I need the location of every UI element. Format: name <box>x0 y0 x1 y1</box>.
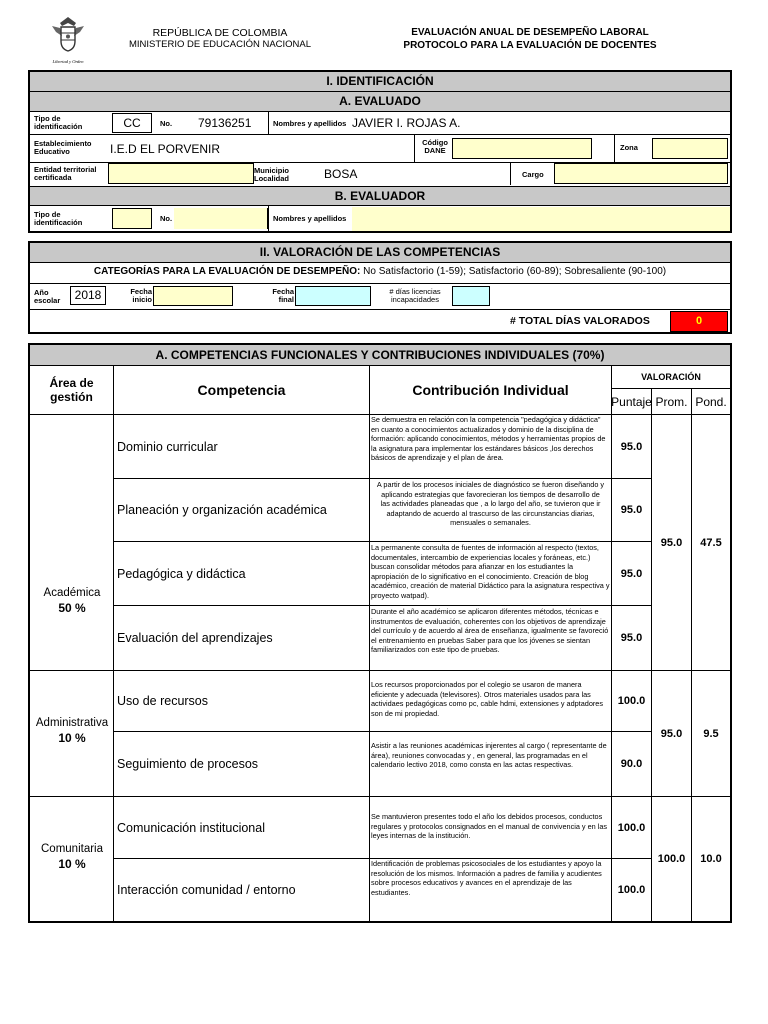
puntaje-cell: 95.0 <box>612 542 652 606</box>
evaluador-title: B. EVALUADOR <box>30 186 730 206</box>
total-dias-label: # TOTAL DÍAS VALORADOS <box>510 315 650 327</box>
codigo-dane-field[interactable] <box>452 138 592 159</box>
ponderado-cell: 9.5 <box>692 671 730 797</box>
puntaje-cell: 100.0 <box>612 671 652 732</box>
area-percent: 50 % <box>58 601 86 615</box>
col-valoracion-header: VALORACIÓN <box>612 366 730 389</box>
entidad-label: Entidad territorial certificada <box>34 165 97 182</box>
contribucion-cell[interactable]: La permanente consulta de fuentes de información al respecto (textos, documentales, intercambio de experiencias locales y foráneas, etc.) buscan consolidar métodos para afianzar en los estudiantes la apropiación de lo significativo en el conocimiento. Creación de blog académico, creación de material Didáctico para la asignatura respectiva y proyecto watpad). <box>370 542 612 606</box>
categorias-line <box>30 266 730 277</box>
competencia-cell: Evaluación del aprendizajes <box>114 606 370 671</box>
fecha-final-label: Fecha final <box>272 287 294 304</box>
coat-of-arms-icon <box>46 14 90 54</box>
establecimiento-field[interactable]: I.E.D EL PORVENIR <box>110 142 221 156</box>
puntaje-cell: 95.0 <box>612 415 652 479</box>
col-competencia-header: Competencia <box>114 366 370 415</box>
identification-section <box>28 70 732 233</box>
puntaje-cell: 100.0 <box>612 859 652 921</box>
competencia-cell: Interacción comunidad / entorno <box>114 859 370 921</box>
contribucion-cell[interactable]: Identificación de problemas psicosociales de los estudiantes y apoyo la resolución de los mismos. Información a padres de familia y acudientes sobre procesos educativos y avances en el aprendizaje de las estudiantes. <box>370 859 612 921</box>
puntaje-cell: 95.0 <box>612 606 652 671</box>
evaluado-title: A. EVALUADO <box>30 92 730 112</box>
contribucion-cell[interactable]: A partir de los procesos iniciales de diagnóstico se fueron diseñando y aplicando estrategias que favorecieran los tiempos de desarrollo de las actividades planeadas que , a lo largo del año, se tuvieron que ir adaptando de acuerdo al trascurso de las circunstancias diarias, mensuales o semanales. <box>370 479 612 542</box>
col-puntaje-header: Puntaje <box>612 389 652 415</box>
colombia-coat-of-arms-logo <box>46 14 90 64</box>
municipio-label: Municipio Localidad <box>254 166 290 183</box>
section-valoracion-title: II. VALORACIÓN DE LAS COMPETENCIAS <box>30 243 730 263</box>
area-percent: 10 % <box>58 857 86 871</box>
promedio-cell: 95.0 <box>652 415 692 671</box>
org-ministry: MINISTERIO DE EDUCACIÓN NACIONAL <box>128 39 312 50</box>
evaluador-tipo-id-field[interactable] <box>112 208 152 229</box>
categorias-ranges: No Satisfactorio (1-59); Satisfactorio (60-89); Sobresaliente (90-100) <box>360 266 667 277</box>
no-field[interactable]: 79136251 <box>198 116 252 130</box>
cargo-label: Cargo <box>522 170 544 179</box>
puntaje-cell: 90.0 <box>612 732 652 797</box>
competencia-cell: Pedagógica y didáctica <box>114 542 370 606</box>
categorias-heading: CATEGORÍAS PARA LA EVALUACIÓN DE DESEMPEÑO: <box>93 266 361 277</box>
area-name: Académica <box>43 587 101 599</box>
competencia-cell: Planeación y organización académica <box>114 479 370 542</box>
zona-field[interactable] <box>652 138 728 159</box>
evaluador-nombres-field[interactable] <box>352 207 730 231</box>
col-pond-header: Pond. <box>692 389 730 415</box>
puntaje-cell: 100.0 <box>612 797 652 859</box>
competencia-cell: Dominio curricular <box>114 415 370 479</box>
nombres-label: Nombres y apellidos <box>273 119 347 128</box>
logo-caption: Libertad y Orden <box>52 59 84 64</box>
section-identificacion-title: I. IDENTIFICACIÓN <box>30 72 730 92</box>
codigo-dane-label: Código DANE <box>422 138 448 155</box>
promedio-cell: 100.0 <box>652 797 692 921</box>
document-title: EVALUACIÓN ANUAL DE DESEMPEÑO LABORAL <box>411 27 649 38</box>
area-percent: 10 % <box>58 731 86 745</box>
competencia-cell: Comunicación institucional <box>114 797 370 859</box>
contribucion-cell[interactable]: Durante el año académico se aplicaron diferentes métodos, técnicas e instrumentos de evaluación, coherentes con los objetivos de aprendizaje del currículo y de acuerdo al área de enseñanza, igualmente se favoreció el entrenamiento en pruebas Saber para que los jóvenes se sientan familiarizados con este tipo de pruebas. <box>370 606 612 671</box>
col-contribucion-header: Contribución Individual <box>370 366 612 415</box>
document-subtitle: PROTOCOLO PARA LA EVALUACIÓN DE DOCENTES <box>403 40 657 51</box>
contribucion-cell[interactable]: Los recursos proporcionados por el colegio se usaron de manera eficiente y adecuada (televisores). Otros materiales usados para las actividaes pedagógicas como pc, cable hdmi, extensiones y adptadores son de mi propiedad. <box>370 671 612 732</box>
anio-escolar-label: Año escolar <box>34 288 61 305</box>
contribucion-cell[interactable]: Asistir a las reuniones académicas injerentes al cargo ( representante de área), reuniones convocadas y , en general, las programadas en el calendario lectivo 2018, como consta en las actas respectivas. <box>370 732 612 797</box>
area-comunitaria <box>30 797 114 921</box>
competencia-cell: Seguimiento de procesos <box>114 732 370 797</box>
total-dias-value: 0 <box>670 311 728 332</box>
col-area-header: Área de gestión <box>30 366 114 415</box>
competencias-table <box>28 343 732 923</box>
ponderado-cell: 47.5 <box>692 415 730 671</box>
municipio-field[interactable]: BOSA <box>324 167 358 181</box>
fecha-final-field[interactable] <box>295 286 371 306</box>
licencias-label: # días licencias incapacidades <box>389 287 441 304</box>
cargo-field[interactable] <box>554 163 728 184</box>
evaluador-tipo-id-label: Tipo de identificación <box>34 210 83 227</box>
no-label: No. <box>160 119 173 128</box>
establecimiento-label: Establecimiento Educativo <box>34 139 92 156</box>
area-name: Comunitaria <box>41 843 103 855</box>
evaluador-no-field[interactable] <box>174 208 268 229</box>
fecha-inicio-field[interactable] <box>153 286 233 306</box>
area-administrativa <box>30 671 114 797</box>
ponderado-cell: 10.0 <box>700 853 722 865</box>
valoracion-section <box>28 241 732 334</box>
licencias-field[interactable] <box>452 286 490 306</box>
puntaje-cell: 95.0 <box>612 479 652 542</box>
nombres-field[interactable]: JAVIER I. ROJAS A. <box>352 116 461 130</box>
contribucion-cell[interactable]: Se mantuvieron presentes todo el año los debidos procesos, conductos regulares y protocolos consignados en el manual de convivencia y en las leyes internas de la institución. <box>370 797 612 859</box>
tipo-id-field[interactable]: CC <box>112 113 152 133</box>
competencia-cell: Uso de recursos <box>114 671 370 732</box>
evaluador-nombres-label: Nombres y apellidos <box>273 214 347 223</box>
org-country: REPÚBLICA DE COLOMBIA <box>152 27 288 39</box>
zona-label: Zona <box>620 143 638 152</box>
area-name: Administrativa <box>35 717 109 729</box>
area-academica <box>30 415 114 671</box>
promedio-cell: 95.0 <box>652 671 692 797</box>
evaluador-no-label: No. <box>160 214 173 223</box>
entidad-field[interactable] <box>108 163 254 184</box>
contribucion-cell[interactable]: Se demuestra en relación con la competencia "pedagógica y didáctica" en cuanto a conocimientos actualizados y dominio de la disciplina de formación: aplicando conocimientos, métodos y herramientas propios de la asignatura para implementar los estándares básicos ,los derechos básicos de aprendizaje y el plan de área. <box>370 415 612 479</box>
fecha-inicio-label: Fecha inicio <box>130 287 152 304</box>
tipo-id-label: Tipo de identificación <box>34 114 83 131</box>
competencias-table-title: A. COMPETENCIAS FUNCIONALES Y CONTRIBUCIONES INDIVIDUALES (70%) <box>30 345 730 366</box>
anio-escolar-field[interactable]: 2018 <box>70 286 106 305</box>
col-prom-header: Prom. <box>652 389 692 415</box>
